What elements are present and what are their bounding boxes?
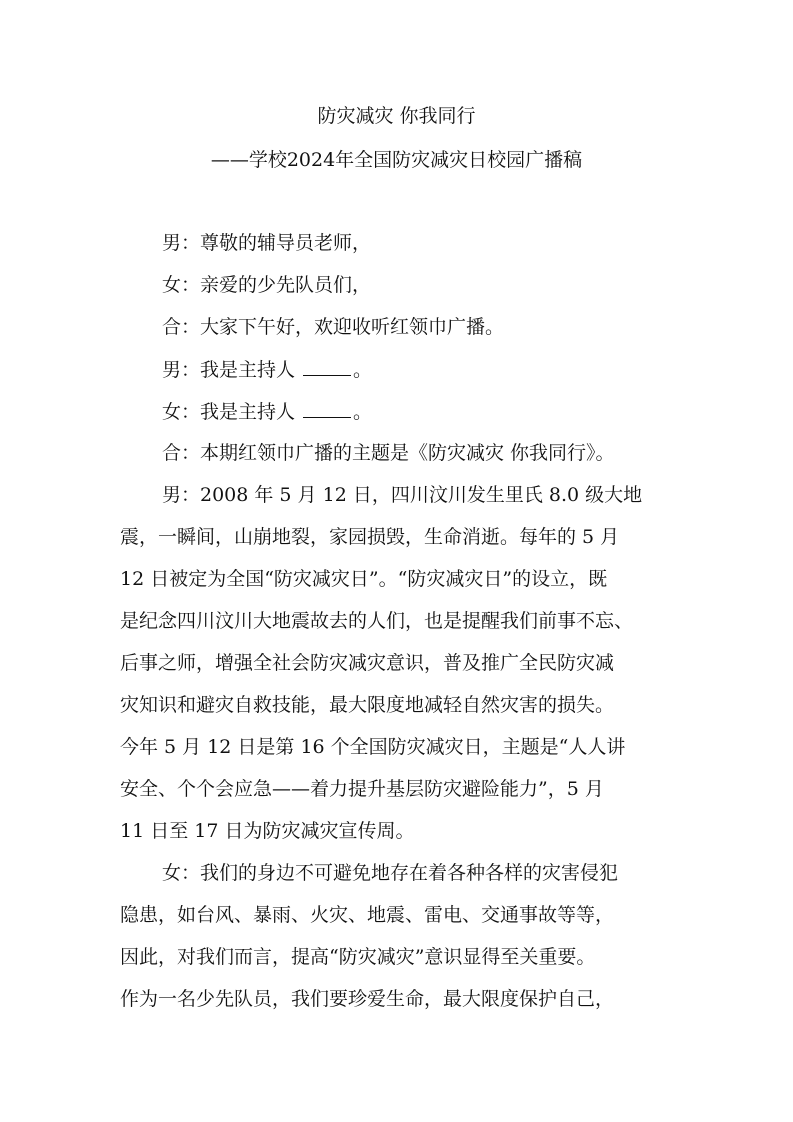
document-title: 防灾减灾 你我同行 — [317, 105, 476, 127]
document-subtitle: ——学校2024年全国防灾减灾日校园广播稿 — [210, 149, 583, 171]
theme-line: 合：本期红领巾广播的主题是《防灾减灾 你我同行》。 — [162, 442, 615, 464]
host-line — [162, 399, 372, 424]
paragraph-line: 后事之师，增强全社会防灾减灾意识，普及推广全民防灾减 — [120, 652, 615, 674]
greeting-line: 女：亲爱的少先队员们， — [162, 274, 372, 296]
name-blank — [303, 399, 351, 418]
host-line-suffix: 。 — [353, 359, 373, 381]
greeting-line: 男：尊敬的辅导员老师， — [162, 232, 372, 254]
paragraph-line: 震，一瞬间，山崩地裂，家园损毁，生命消逝。每年的 5 月 — [120, 526, 620, 548]
name-blank — [303, 357, 351, 376]
paragraph-line: 今年 5 月 12 日是第 16 个全国防灾减灾日，主题是“人人讲 — [120, 736, 626, 758]
paragraph-line: 12 日被定为全国“防灾减灾日”。“防灾减灾日”的设立，既 — [120, 568, 608, 590]
paragraph-line: 安全、个个会应急——着力提升基层防灾避险能力”，5 月 — [120, 778, 604, 800]
greeting-line: 合：大家下午好，欢迎收听红领巾广播。 — [162, 316, 505, 338]
host-line-suffix: 。 — [353, 401, 373, 423]
paragraph-line: 隐患，如台风、暴雨、火灾、地震、雷电、交通事故等等， — [120, 904, 615, 926]
paragraph-line: 女：我们的身边不可避免地存在着各种各样的灾害侵犯 — [162, 862, 619, 884]
paragraph-line: 是纪念四川汶川大地震故去的人们，也是提醒我们前事不忘、 — [120, 610, 634, 632]
paragraph-line: 灾知识和避灾自救技能，最大限度地减轻自然灾害的损失。 — [120, 694, 615, 716]
host-line-prefix: 男：我是主持人 — [162, 359, 296, 381]
paragraph-line: 11 日至 17 日为防灾减灾宣传周。 — [120, 820, 415, 842]
host-line — [162, 357, 372, 382]
paragraph-line: 作为一名少先队员，我们要珍爱生命，最大限度保护自己， — [120, 988, 615, 1010]
paragraph-line: 因此，对我们而言，提高“防灾减灾”意识显得至关重要。 — [120, 946, 596, 968]
paragraph-line: 男：2008 年 5 月 12 日，四川汶川发生里氏 8.0 级大地 — [162, 484, 643, 506]
host-line-prefix: 女：我是主持人 — [162, 401, 296, 423]
